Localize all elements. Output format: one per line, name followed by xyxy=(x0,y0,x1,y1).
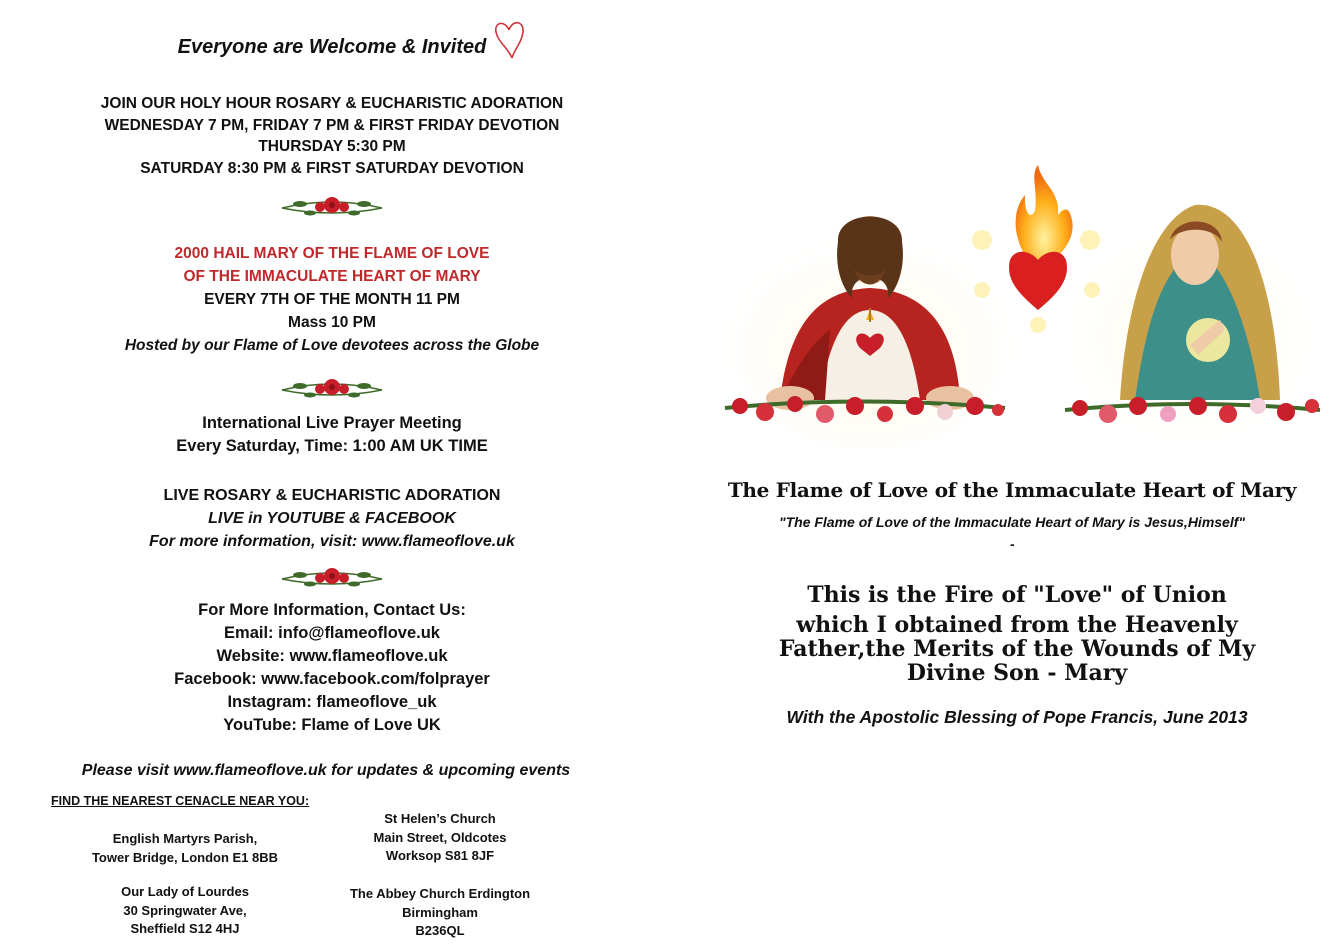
cenacle-line: St Helen’s Church xyxy=(384,811,496,826)
rose-divider-3 xyxy=(280,563,384,593)
hail-mary-line-5: Hosted by our Flame of Love devotees across the Globe xyxy=(124,337,540,354)
hail-mary-line-3: EVERY 7TH OF THE MONTH 11 PM xyxy=(204,291,460,308)
live-line-3: For more information, visit: www.flameoflove.uk xyxy=(149,533,515,550)
fire-of-love-message xyxy=(690,583,1334,685)
cenacle-abbey-church xyxy=(330,885,550,941)
schedule-line-2: WEDNESDAY 7 PM, FRIDAY 7 PM & FIRST FRIDAY DEVOTION xyxy=(104,117,560,134)
contact-website[interactable]: Website: www.flameoflove.uk xyxy=(216,647,448,665)
contact-heading: For More Information, Contact Us: xyxy=(198,601,466,619)
apostolic-blessing: With the Apostolic Blessing of Pope Francis, June 2013 xyxy=(786,707,1248,727)
schedule-line-4: SATURDAY 8:30 PM & FIRST SATURDAY DEVOTION xyxy=(140,160,524,177)
fire-line-1: This is the Fire of "Love" of Union xyxy=(807,582,1227,608)
quote-dash: - xyxy=(1010,536,1015,552)
flame-of-love-title: The Flame of Love of the Immaculate Heart of Mary xyxy=(727,478,1297,502)
cenacle-english-martyrs xyxy=(70,830,300,867)
cenacle-line: Tower Bridge, London E1 8BB xyxy=(91,849,279,865)
visit-notice: Please visit www.flameoflove.uk for updates & upcoming events xyxy=(81,762,571,779)
hail-mary-line-2: OF THE IMMACULATE HEART OF MARY xyxy=(183,268,481,285)
international-line-1: International Live Prayer Meeting xyxy=(202,414,462,432)
schedule-line-1: JOIN OUR HOLY HOUR ROSARY & EUCHARISTIC ADORATION xyxy=(100,95,564,112)
fire-line-2: which I obtained from the Heavenly xyxy=(796,612,1238,638)
schedule-line-3: THURSDAY 5:30 PM xyxy=(258,138,406,155)
cenacle-line: The Abbey Church Erdington xyxy=(349,886,531,901)
fire-line-3: Father,the Merits of the Wounds of My xyxy=(778,636,1256,662)
contact-email[interactable]: Email: info@flameoflove.uk xyxy=(224,624,440,642)
rose-divider-1 xyxy=(280,192,384,222)
contact-facebook[interactable]: Facebook: www.facebook.com/folprayer xyxy=(174,670,490,688)
fire-line-4: Divine Son - Mary xyxy=(906,660,1128,686)
sacred-hearts-illustration xyxy=(720,160,1330,450)
cenacle-st-helens xyxy=(330,810,550,866)
hail-mary-line-1: 2000 HAIL MARY OF THE FLAME OF LOVE xyxy=(174,245,490,262)
international-line-2: Every Saturday, Time: 1:00 AM UK TIME xyxy=(176,437,488,455)
cenacle-line: Main Street, Oldcotes xyxy=(373,829,507,845)
cenacle-line: 30 Springwater Ave, xyxy=(123,902,247,918)
hail-mary-line-4: Mass 10 PM xyxy=(288,314,376,331)
welcome-heading: Everyone are Welcome & Invited xyxy=(177,36,487,58)
cenacle-line: Sheffield S12 4HJ xyxy=(130,921,240,936)
cenacle-line: English Martyrs Parish, xyxy=(112,831,258,846)
live-line-1: LIVE ROSARY & EUCHARISTIC ADORATION xyxy=(163,487,501,504)
cenacle-heading: FIND THE NEAREST CENACLE NEAR YOU: xyxy=(51,794,310,808)
cenacle-line: Birmingham xyxy=(402,904,478,920)
cenacle-line: Our Lady of Lourdes xyxy=(121,884,249,899)
heart-outline-icon xyxy=(492,16,526,60)
contact-youtube[interactable]: YouTube: Flame of Love UK xyxy=(223,716,441,734)
cenacle-our-lady-of-lourdes xyxy=(70,883,300,939)
cenacle-line: Worksop S81 8JF xyxy=(385,848,495,863)
rose-divider-2 xyxy=(280,374,384,404)
flame-of-love-quote: "The Flame of Love of the Immaculate Heart of Mary is Jesus,Himself" xyxy=(778,514,1246,530)
contact-instagram[interactable]: Instagram: flameoflove_uk xyxy=(227,693,437,711)
live-line-2: LIVE in YOUTUBE & FACEBOOK xyxy=(208,510,456,527)
cenacle-line: B236QL xyxy=(415,923,465,938)
